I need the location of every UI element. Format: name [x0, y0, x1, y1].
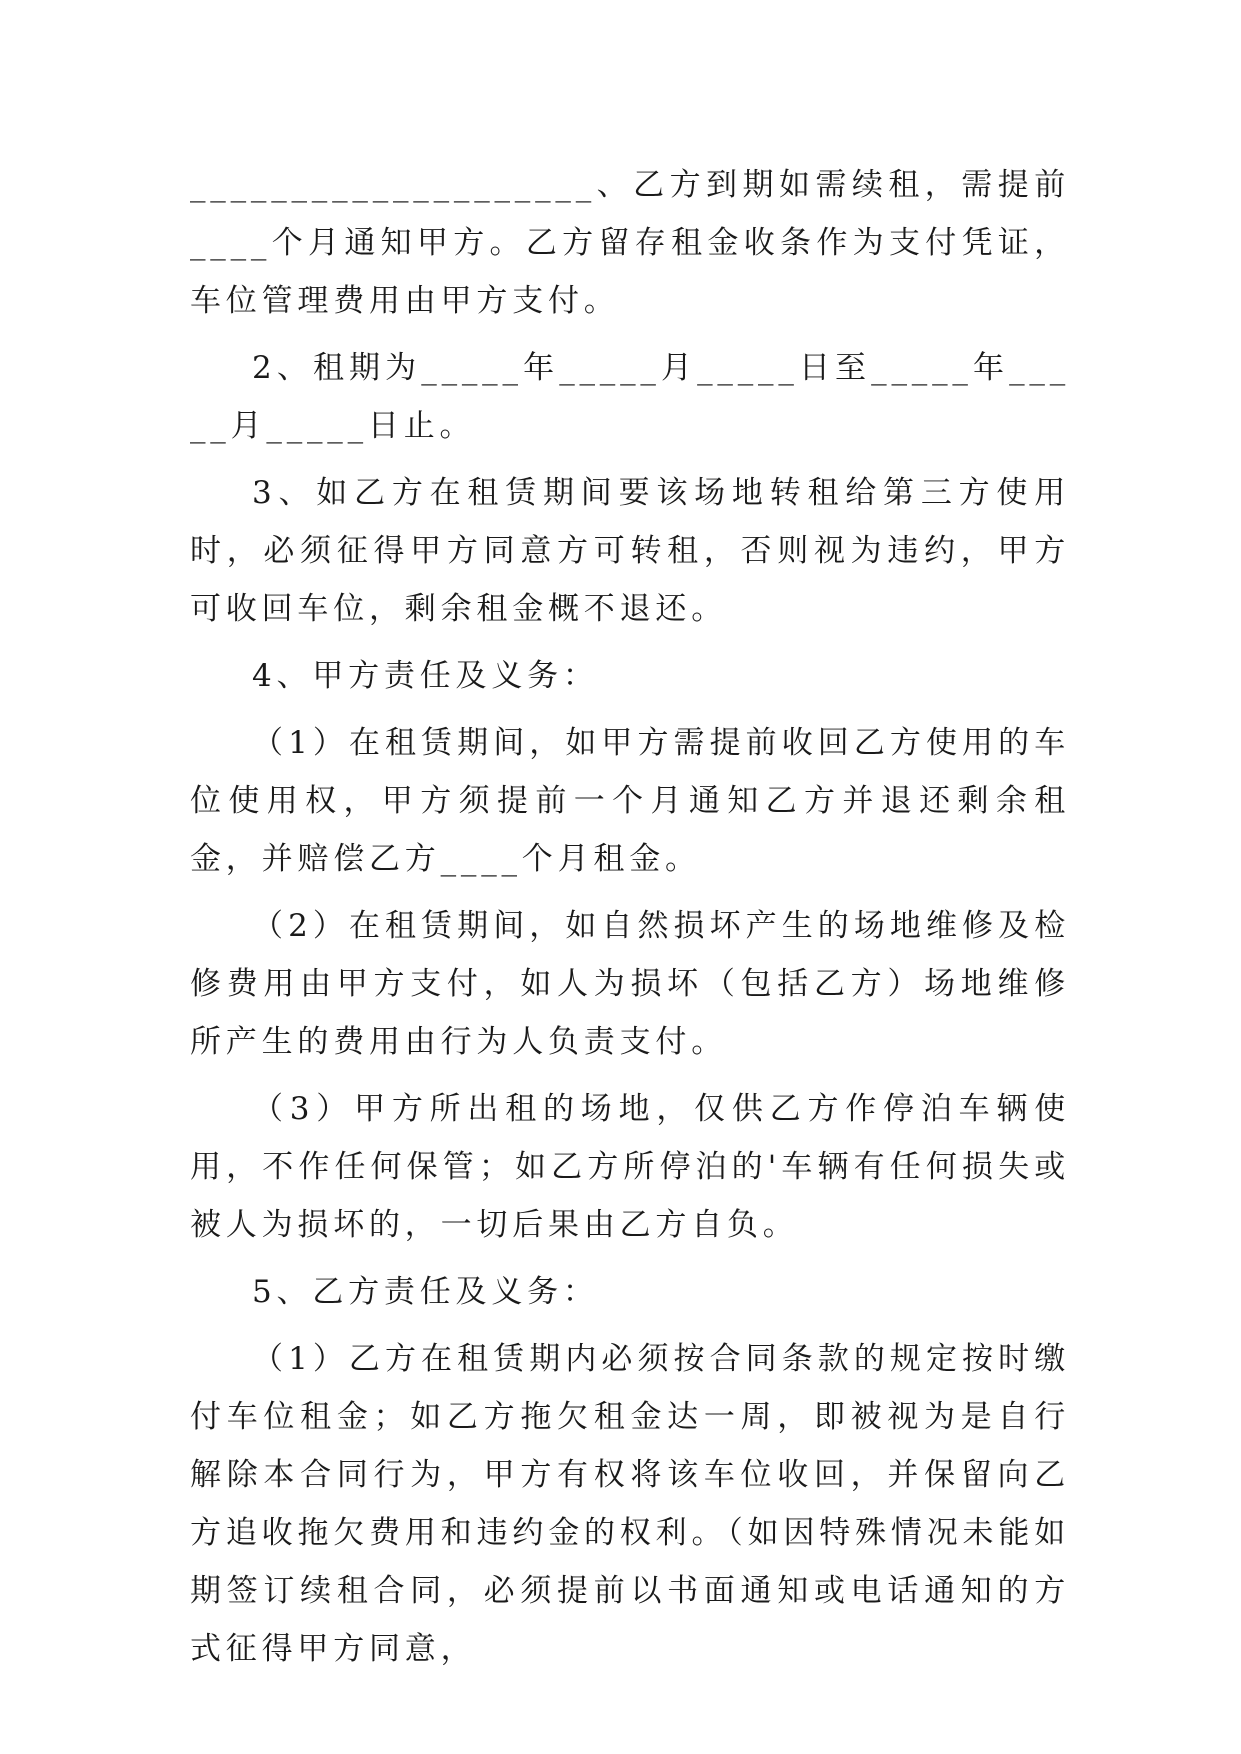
heading-party-b-duties: 5、乙方责任及义务：	[252, 1274, 599, 1310]
paragraph-party-a-duty-2: （2）在租赁期间，如自然损坏产生的场地维修及检修费用由甲方支付，如人为损坏（包括乙方）场地维修所产生的费用由行为人负责支付。	[190, 908, 1070, 1060]
heading-party-a-duties: 4、甲方责任及义务：	[252, 658, 599, 694]
paragraph-party-a-duty-3: （3）甲方所出租的场地，仅供乙方作停泊车辆使用，不作任何保管；如乙方所停泊的'车辆有任何损失或被人为损坏的，一切后果由乙方自负。	[190, 1091, 1070, 1243]
paragraph-continuation-renewal: ____________________、乙方到期如需续租，需提前____个月通知甲方。乙方留存租金收条作为支付凭证，车位管理费用由甲方支付。	[190, 167, 1070, 319]
paragraph-sublease: 3、如乙方在租赁期间要该场地转租给第三方使用时，必须征得甲方同意方可转租，否则视为违约，甲方可收回车位，剩余租金概不退还。	[190, 475, 1070, 627]
document-body	[190, 156, 1070, 1687]
paragraph-party-b-duty-1: （1）乙方在租赁期内必须按合同条款的规定按时缴付车位租金；如乙方拖欠租金达一周，即被视为是自行解除本合同行为，甲方有权将该车位收回，并保留向乙方追收拖欠费用和违约金的权利。（如因特殊情况未能如期签订续租合同，必须提前以书面通知或电话通知的方式征得甲方同意，	[190, 1341, 1070, 1667]
paragraph-party-a-duty-1: （1）在租赁期间，如甲方需提前收回乙方使用的车位使用权，甲方须提前一个月通知乙方并退还剩余租金，并赔偿乙方____个月租金。	[190, 725, 1070, 877]
paragraph-lease-term: 2、租期为_____年_____月_____日至_____年_____月_____日止。	[190, 350, 1070, 444]
